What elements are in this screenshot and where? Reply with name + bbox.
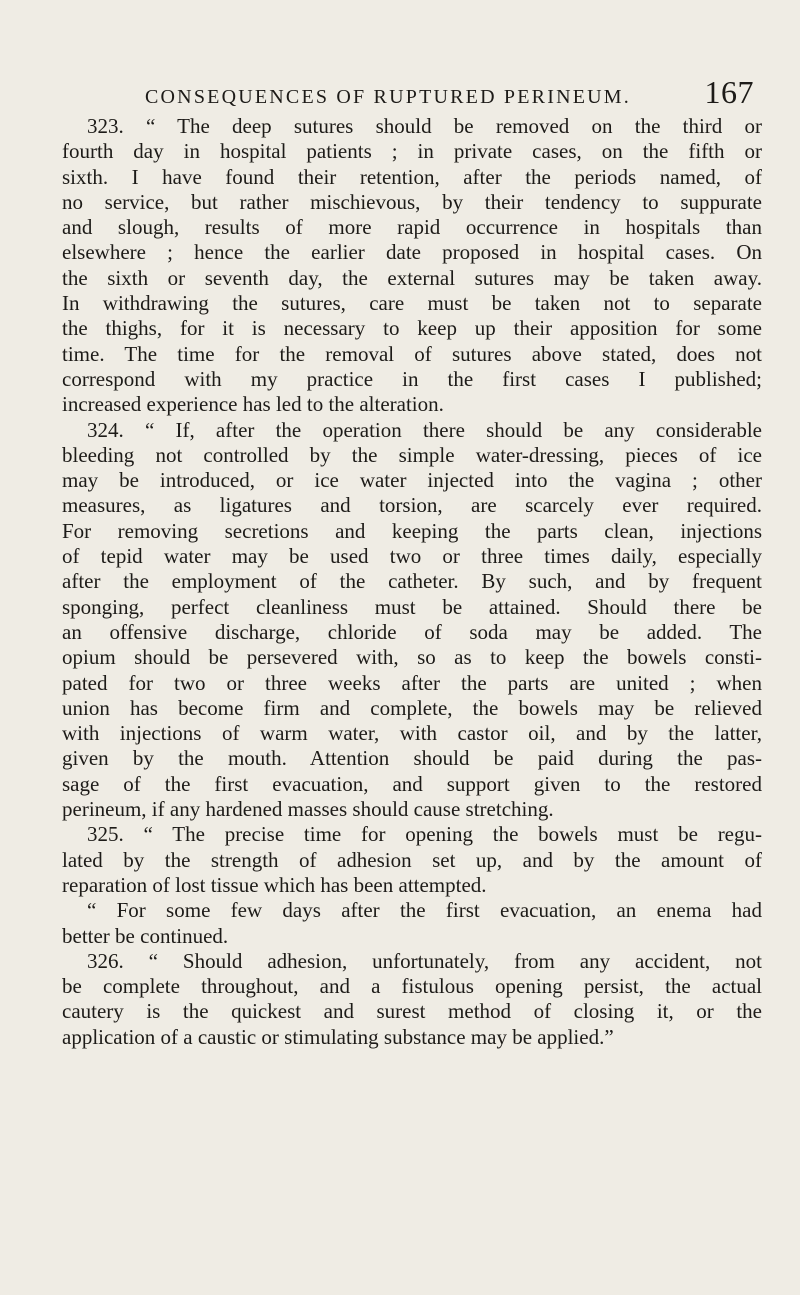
text-line: In withdrawing the sutures, care must be taken not to separate — [62, 291, 762, 316]
text-line: reparation of lost tissue which has been attempted. — [62, 872, 487, 897]
text-line: measures, as ligatures and torsion, are scarcely ever required. — [62, 493, 762, 518]
running-head — [62, 58, 762, 114]
text-line: the sixth or seventh day, the external sutures may be taken away. — [62, 265, 762, 290]
text-line: may be introduced, or ice water injected into the vagina ; other — [62, 468, 762, 493]
text-line: bleeding not controlled by the simple water-dressing, pieces of ice — [62, 442, 762, 467]
text-line: better be continued. — [62, 923, 229, 948]
paragraph-first-line: “ For some few days after the first evacuation, an enema had — [87, 898, 762, 923]
text-line: sixth. I have found their retention, after the periods named, of — [62, 164, 762, 189]
paragraph-first-line: 324. “ If, after the operation there should be any considerable — [87, 417, 762, 442]
running-head-title: CONSEQUENCES OF RUPTURED PERINEUM. — [145, 86, 631, 108]
text-line: sage of the first evacuation, and support given to the restored — [62, 771, 762, 796]
text-line: with injections of warm water, with castor oil, and by the latter, — [62, 721, 762, 746]
text-line: For removing secretions and keeping the parts clean, injections — [62, 518, 762, 543]
text-line: fourth day in hospital patients ; in private cases, on the fifth or — [62, 139, 762, 164]
text-line: after the employment of the catheter. By such, and by frequent — [62, 569, 762, 594]
text-line: be complete throughout, and a fistulous opening persist, the actual — [62, 974, 762, 999]
text-line: opium should be persevered with, so as to keep the bowels consti- — [62, 645, 762, 670]
paragraph-first-line: 323. “ The deep sutures should be removed on the third or — [87, 114, 762, 138]
page-number: 167 — [704, 74, 754, 110]
paragraph-first-line: 326. “ Should adhesion, unfortunately, from any accident, not — [87, 948, 762, 973]
text-line: and slough, results of more rapid occurrence in hospitals than — [62, 215, 762, 240]
text-line: cautery is the quickest and surest method of closing it, or the — [62, 999, 762, 1024]
text-line: increased experience has led to the alteration. — [62, 392, 444, 417]
text-line: no service, but rather mischievous, by their tendency to suppurate — [62, 189, 762, 214]
text-line: union has become firm and complete, the bowels may be relieved — [62, 695, 762, 720]
text-line: an offensive discharge, chloride of soda may be added. The — [62, 619, 762, 644]
text-line: the thighs, for it is necessary to keep up their apposition for some — [62, 316, 762, 341]
text-line: lated by the strength of adhesion set up, and by the amount of — [62, 847, 762, 872]
text-line: correspond with my practice in the first cases I published; — [62, 366, 762, 391]
text-line: application of a caustic or stimulating substance may be applied.” — [62, 1024, 614, 1049]
paragraph-first-line: 325. “ The precise time for opening the bowels must be regu- — [87, 822, 762, 847]
text-line: perineum, if any hardened masses should cause stretching. — [62, 797, 554, 822]
text-line: of tepid water may be used two or three times daily, especially — [62, 544, 762, 569]
book-page — [62, 58, 762, 1050]
text-line: time. The time for the removal of sutures above stated, does not — [62, 341, 762, 366]
text-line: elsewhere ; hence the earlier date proposed in hospital cases. On — [62, 240, 762, 265]
text-line: sponging, perfect cleanliness must be attained. Should there be — [62, 594, 762, 619]
text-line: given by the mouth. Attention should be paid during the pas- — [62, 746, 762, 771]
text-line: pated for two or three weeks after the parts are united ; when — [62, 670, 762, 695]
body-text — [62, 114, 762, 1050]
